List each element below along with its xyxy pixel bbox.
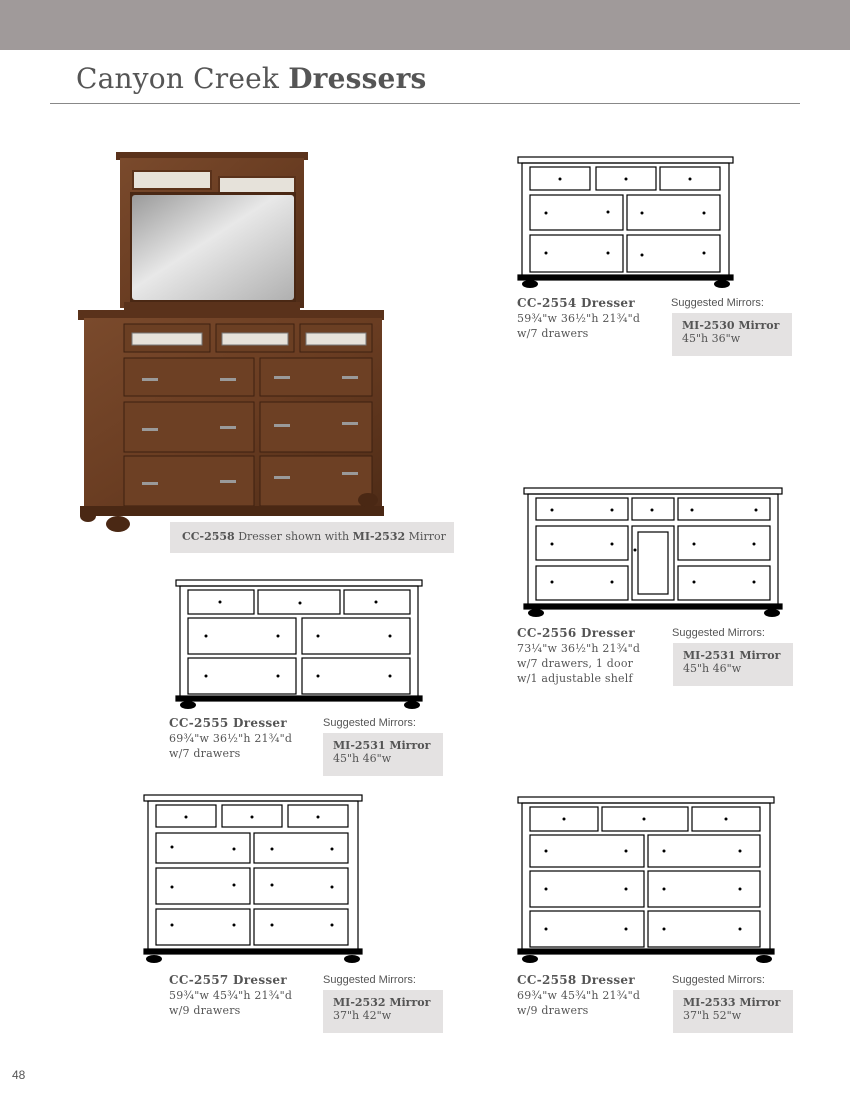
cc-2554-line-drawing bbox=[516, 155, 736, 291]
header-band bbox=[0, 0, 850, 50]
product-dimensions: 69¾"w 36½"h 21¾"d bbox=[169, 732, 293, 745]
mirror-name: MI-2532 Mirror bbox=[333, 996, 431, 1009]
suggested-mirrors-label: Suggested Mirrors: bbox=[672, 627, 765, 639]
page-number: 48 bbox=[12, 1068, 26, 1082]
mirror-name: MI-2530 Mirror bbox=[682, 319, 780, 332]
mirror-size: 37"h 52"w bbox=[683, 1009, 742, 1022]
cc-2557-line-drawing bbox=[142, 793, 366, 965]
product-dimensions: 59¾"w 45¾"h 21¾"d bbox=[169, 989, 293, 1002]
suggested-mirrors-label: Suggested Mirrors: bbox=[323, 974, 416, 986]
product-detail: w/9 drawers bbox=[517, 1004, 589, 1017]
product-dimensions: 73¼"w 36½"h 21¾"d bbox=[517, 642, 641, 655]
mirror-suggestion bbox=[323, 733, 443, 776]
title-divider bbox=[50, 103, 800, 104]
suggested-mirrors-label: Suggested Mirrors: bbox=[672, 974, 765, 986]
product-detail: w/1 adjustable shelf bbox=[517, 672, 633, 685]
product-detail: w/7 drawers, 1 door bbox=[517, 657, 634, 670]
product-detail: w/7 drawers bbox=[517, 327, 589, 340]
product-name: CC-2556 Dresser bbox=[517, 626, 635, 640]
mirror-size: 45"h 46"w bbox=[333, 752, 392, 765]
product-name: CC-2554 Dresser bbox=[517, 296, 635, 310]
mirror-suggestion bbox=[323, 990, 443, 1033]
product-name: CC-2557 Dresser bbox=[169, 973, 287, 987]
product-name: CC-2555 Dresser bbox=[169, 716, 287, 730]
dresser-photo bbox=[76, 150, 388, 538]
mirror-size: 45"h 36"w bbox=[682, 332, 741, 345]
feature-caption: CC-2558 Dresser shown with MI-2532 Mirror bbox=[170, 522, 454, 553]
suggested-mirrors-label: Suggested Mirrors: bbox=[323, 717, 416, 729]
product-detail: w/7 drawers bbox=[169, 747, 241, 760]
cc-2555-line-drawing bbox=[174, 578, 426, 712]
product-detail: w/9 drawers bbox=[169, 1004, 241, 1017]
mirror-size: 45"h 46"w bbox=[683, 662, 742, 675]
mirror-name: MI-2531 Mirror bbox=[333, 739, 431, 752]
product-dimensions: 59¾"w 36½"h 21¾"d bbox=[517, 312, 641, 325]
mirror-suggestion bbox=[672, 313, 792, 356]
mirror-suggestion bbox=[673, 990, 793, 1033]
cc-2558-line-drawing bbox=[516, 795, 778, 967]
mirror-name: MI-2533 Mirror bbox=[683, 996, 781, 1009]
mirror-name: MI-2531 Mirror bbox=[683, 649, 781, 662]
suggested-mirrors-label: Suggested Mirrors: bbox=[671, 297, 764, 309]
page-title: Canyon Creek Dressers bbox=[76, 62, 427, 95]
mirror-size: 37"h 42"w bbox=[333, 1009, 392, 1022]
cc-2556-line-drawing bbox=[522, 486, 786, 620]
product-dimensions: 69¾"w 45¾"h 21¾"d bbox=[517, 989, 641, 1002]
product-name: CC-2558 Dresser bbox=[517, 973, 635, 987]
mirror-suggestion bbox=[673, 643, 793, 686]
